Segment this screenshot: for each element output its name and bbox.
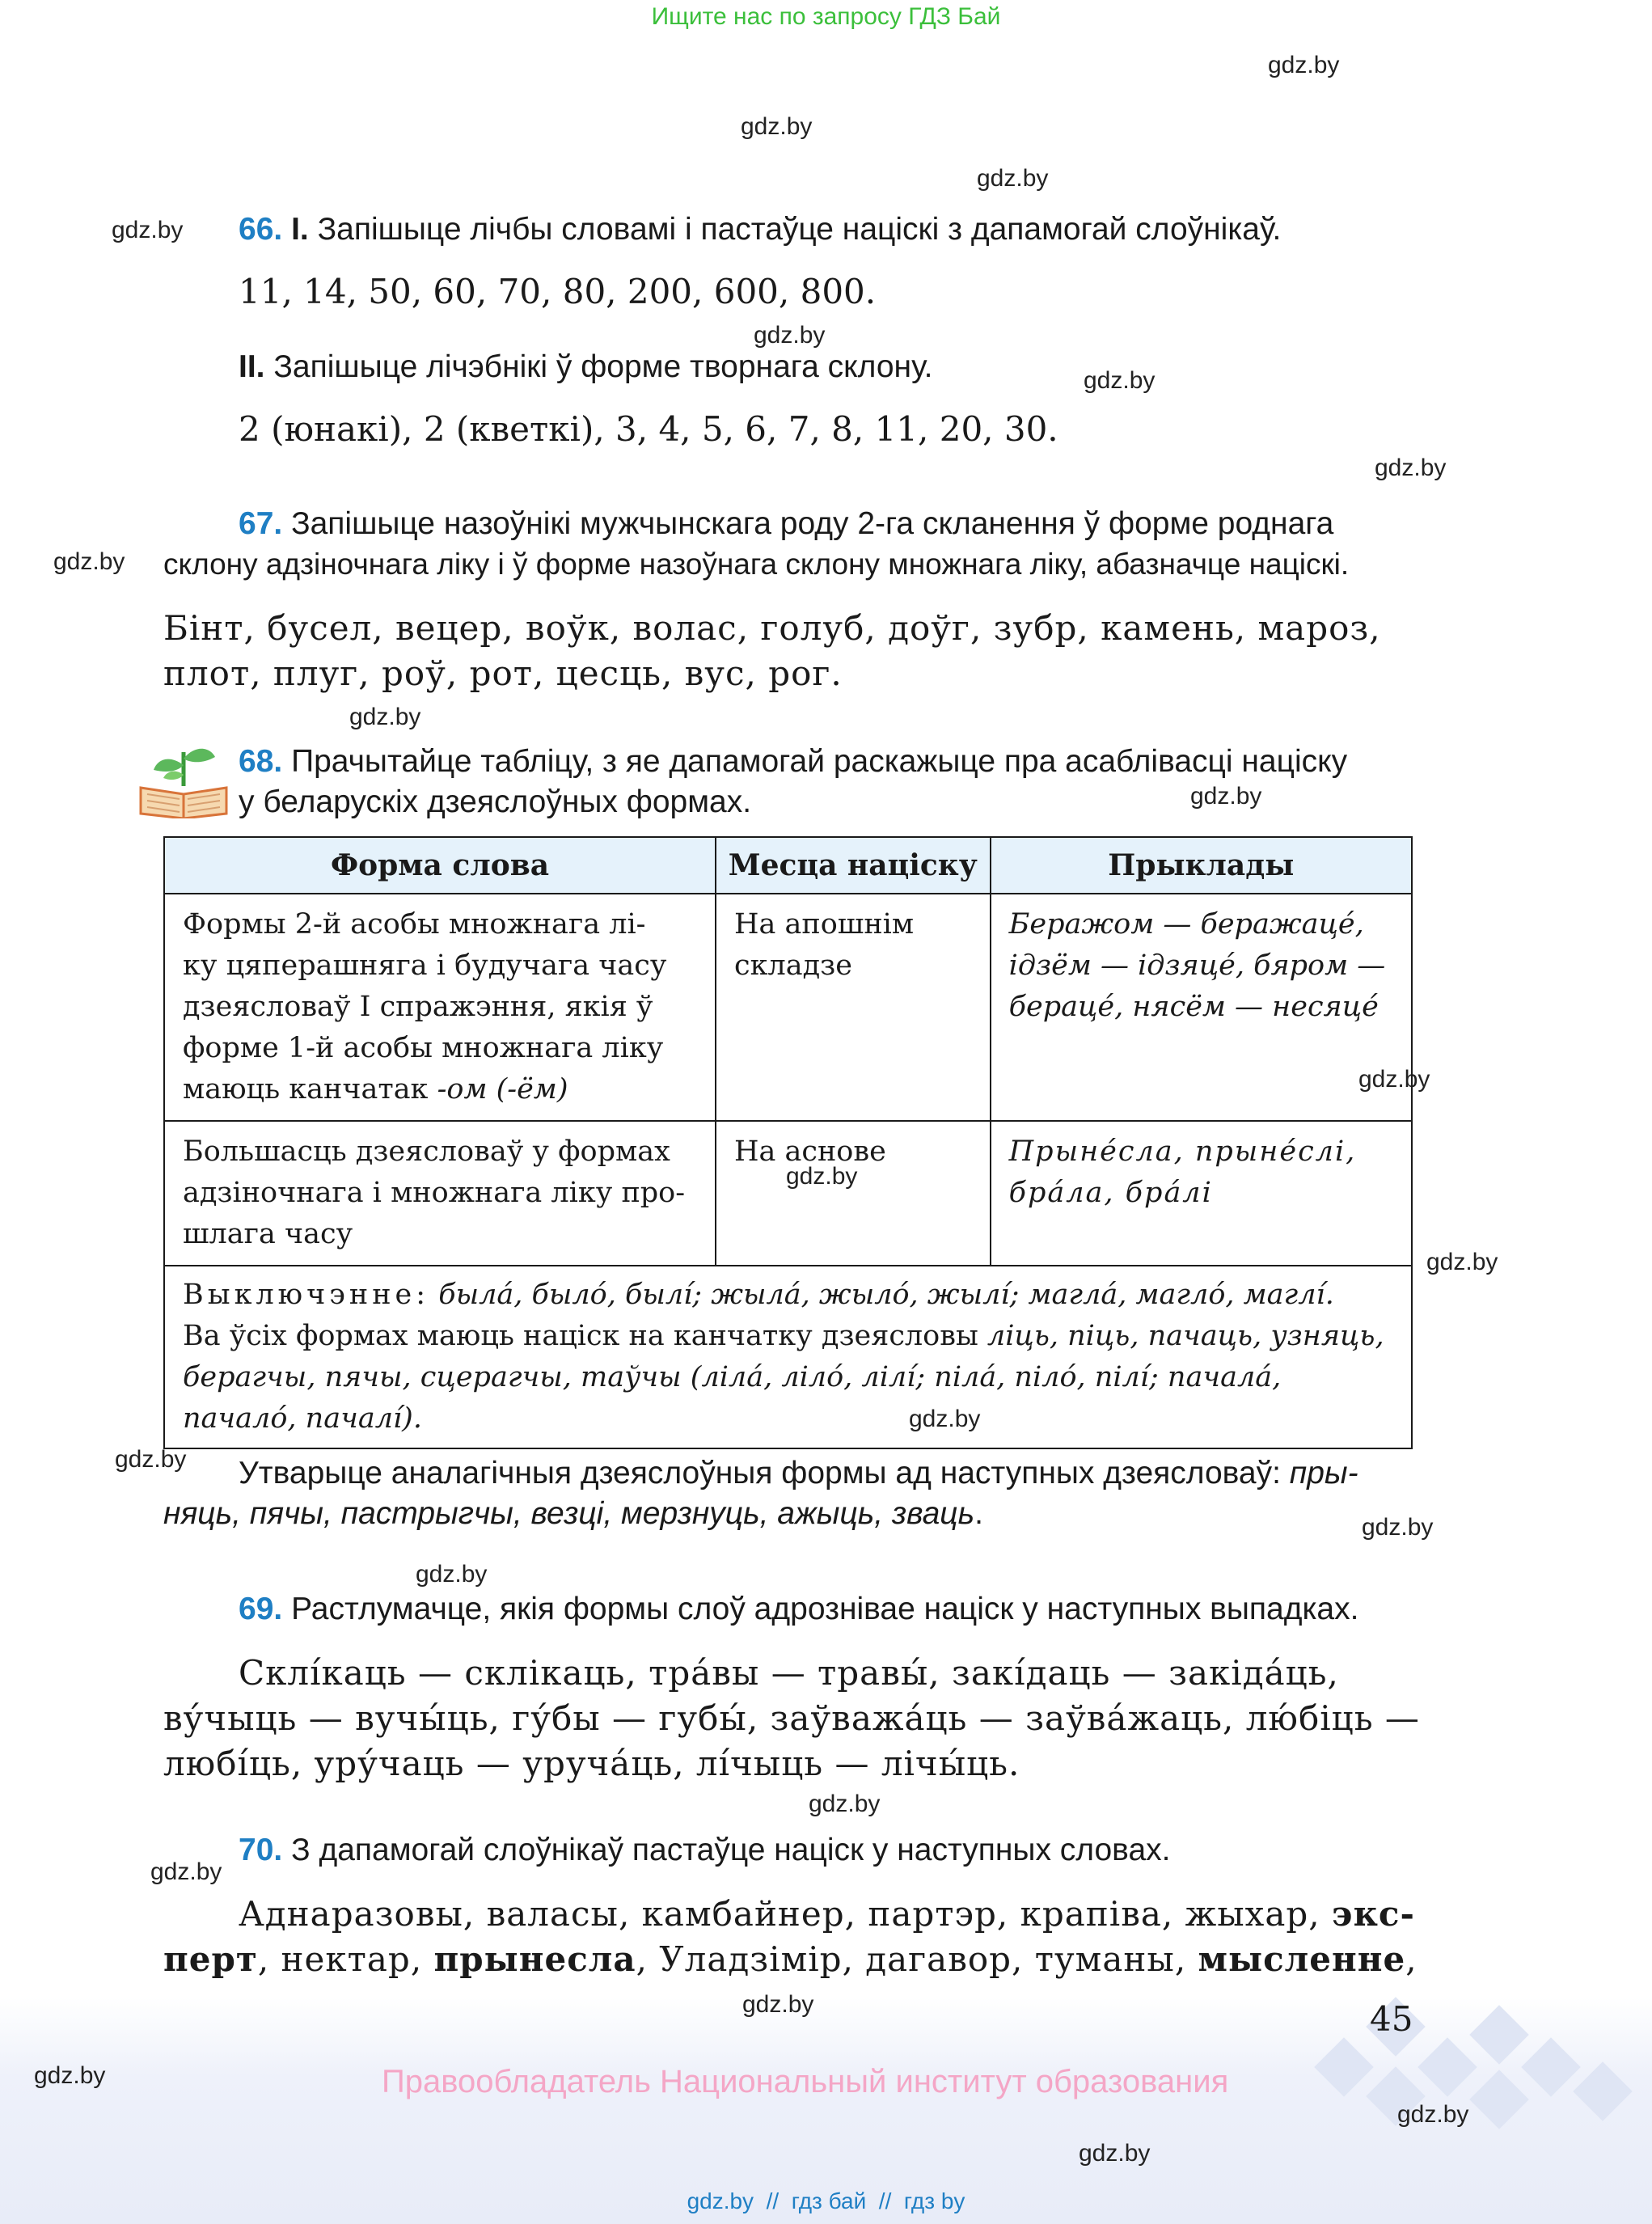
exercise-69-task <box>239 1588 1358 1630</box>
exercise-69-line1: Склі́каць — склікаць, тра́вы — травы́, закі́даць — закіда́ць, <box>239 1653 1339 1693</box>
watermark: gdz.by <box>741 113 813 140</box>
exercise-70-task <box>239 1829 1170 1871</box>
cell-line: На апошнім <box>734 908 915 941</box>
cell-line: ку цяперашняга і будучага часу <box>183 949 667 982</box>
exercise-number: 66. <box>239 212 283 247</box>
cell-line: ідзём — ідзяце́, бяром — <box>1008 949 1386 982</box>
exercise-69-line3: любі́ць, уру́чаць — уруча́ць, лі́чыць — лічы́ць. <box>163 1744 1020 1783</box>
watermark: gdz.by <box>1079 2140 1151 2167</box>
exercise-70-line2 <box>163 1936 1418 1982</box>
cell-line: пачало́, пачалі́). <box>183 1402 422 1435</box>
exercise-number: 69. <box>239 1592 283 1626</box>
exercise-68-followup <box>239 1452 1358 1495</box>
word-list: , нектар, <box>257 1939 434 1979</box>
exercise-69-line2: ву́чыць — вучы́ць, гу́бы — губы́, заўважа́ць — заўва́жаць, лю́біць — <box>163 1698 1420 1738</box>
watermark: gdz.by <box>786 1163 858 1190</box>
table-header-cell: Форма слова <box>164 837 716 894</box>
bold-word: прынесла <box>433 1939 636 1979</box>
task-text: З дапамогай слоўнікаў пастаўце націск у наступных словах. <box>291 1833 1171 1867</box>
exercise-68-task-line2: у беларускіх дзеяслоўных формах. <box>239 784 752 819</box>
punctuation: , <box>1405 1939 1418 1979</box>
cell-line: шлага часу <box>183 1218 353 1250</box>
watermark: gdz.by <box>53 548 125 575</box>
cell-line: дзеясловаў I спражэння, якія ў <box>183 991 653 1023</box>
cell-line: бра́ла, бра́лі <box>1008 1177 1213 1209</box>
task-text: Запішыце лічбы словамі і пастаўце націскі з дапамогай слоўнікаў. <box>317 212 1282 247</box>
watermark: gdz.by <box>1426 1249 1498 1275</box>
ending-text: -ом (-ём) <box>437 1073 568 1106</box>
exercise-70-line1 <box>239 1891 1415 1937</box>
watermark: gdz.by <box>112 217 184 243</box>
exception-text: Ва ўсіх формах маюць націск на канчатку дзеясловы <box>183 1320 987 1352</box>
table-cell-exceptions <box>164 1266 1412 1448</box>
exception-text: была́, было́, былі́; жыла́, жыло́, жылі́; магла́, магло́, маглі́. <box>438 1279 1334 1311</box>
book-sprout-icon <box>136 738 231 818</box>
cell-line: Прыне́сла, прыне́слі, <box>1008 1135 1357 1168</box>
watermark: gdz.by <box>977 165 1049 192</box>
cell-line: адзіночнага і множнага ліку про- <box>183 1177 686 1209</box>
cell-line: Большасць дзеясловаў у формах <box>183 1135 670 1168</box>
exercise-number: 70. <box>239 1833 283 1867</box>
exercise-number: 67. <box>239 506 283 541</box>
exercise-67-task-line2: склону адзіночнага ліку і ў форме назоўнага склону множнага ліку, абазначце націскі. <box>163 548 1350 581</box>
top-banner-link[interactable]: Ищите нас по запросу ГДЗ Бай <box>651 3 1001 30</box>
bold-word: экс- <box>1332 1894 1415 1934</box>
exception-verbs: ліць, піць, пачаць, узняць, <box>987 1320 1384 1352</box>
exercise-66-numbers: 11, 14, 50, 60, 70, 80, 200, 600, 800. <box>239 272 877 311</box>
watermark: gdz.by <box>349 704 421 730</box>
table-cell-examples <box>991 894 1412 1121</box>
table-header-cell: Прыклады <box>991 837 1412 894</box>
bold-word: мысленне <box>1198 1939 1406 1979</box>
watermark: gdz.by <box>1268 52 1340 78</box>
bold-word: перт <box>163 1939 258 1979</box>
watermark: gdz.by <box>34 2062 106 2089</box>
cell-line <box>183 1275 1393 1316</box>
watermark: gdz.by <box>416 1561 488 1588</box>
table-cell-place <box>716 894 991 1121</box>
exercise-67-task <box>239 503 1333 545</box>
exercise-67-words-line2: плот, плуг, роў, рот, цесць, вус, рог. <box>163 653 843 693</box>
copyright-notice: Правообладатель Национальный институт образования <box>382 2064 1229 2099</box>
exercise-number: 68. <box>239 744 283 779</box>
task-text: Утварыце аналагічныя дзеяслоўныя формы ад наступных дзеясловаў: <box>239 1456 1290 1490</box>
cell-text: маюць канчатак <box>183 1073 437 1106</box>
exercise-67-words-line1: Бінт, бусел, вецер, воўк, волас, голуб, доўг, зубр, камень, мароз, <box>163 608 1381 648</box>
watermark: gdz.by <box>1358 1066 1430 1093</box>
cell-line: Беражом — беражаце́, <box>1008 908 1364 941</box>
watermark: gdz.by <box>754 322 826 349</box>
cell-line: На аснове <box>734 1135 886 1168</box>
watermark: gdz.by <box>1190 783 1262 810</box>
table-row <box>164 894 1412 1121</box>
task-text: Запішыце назоўнікі мужчынскага роду 2-га скланення ў форме роднага <box>291 506 1334 541</box>
exercise-68-task <box>239 741 1347 783</box>
stress-table <box>163 836 1413 1449</box>
roman-numeral: II. <box>239 349 265 384</box>
exercise-66-part2-task <box>239 346 933 388</box>
exercise-66-task <box>239 209 1281 251</box>
table-cell-form <box>164 1121 716 1266</box>
watermark: gdz.by <box>809 1791 881 1817</box>
table-cell-place <box>716 1121 991 1266</box>
watermark: gdz.by <box>1362 1514 1434 1541</box>
table-header-row <box>164 837 1412 894</box>
table-row <box>164 1121 1412 1266</box>
task-text: Запішыце лічэбнікі ў форме творнага склону. <box>273 349 933 384</box>
exception-label: Выключэнне: <box>183 1279 430 1311</box>
cell-line: форме 1-й асобы множнага ліку <box>183 1032 664 1064</box>
verb-list: пры- <box>1289 1456 1358 1490</box>
roman-numeral: I. <box>291 212 309 247</box>
watermark: gdz.by <box>1084 367 1156 394</box>
watermark: gdz.by <box>115 1446 187 1473</box>
page-number: 45 <box>1370 1999 1413 2039</box>
task-text: Прачытайце табліцу, з яе дапамогай раскажыце пра асаблівасці націску <box>291 744 1348 779</box>
watermark: gdz.by <box>150 1858 222 1885</box>
cell-line: бераце́, нясём — несяце́ <box>1008 991 1379 1023</box>
table-cell-form <box>164 894 716 1121</box>
cell-line <box>183 1316 1393 1357</box>
verb-list: няць, пячы, пастрыгчы, везці, мерзнуць, ажыць, зваць <box>163 1496 975 1531</box>
watermark: gdz.by <box>1375 455 1447 481</box>
bottom-links[interactable]: gdz.by // гдз бай // гдз by <box>687 2188 965 2213</box>
exercise-68-verbs <box>163 1493 983 1535</box>
table-header-cell: Месца націску <box>716 837 991 894</box>
word-list: , Уладзімір, дагавор, туманы, <box>636 1939 1198 1979</box>
watermark: gdz.by <box>909 1406 981 1432</box>
watermark: gdz.by <box>742 1991 814 2018</box>
table-cell-examples <box>991 1121 1412 1266</box>
table-exception-row <box>164 1266 1412 1448</box>
cell-line: берагчы, пячы, сцерагчы, таўчы (ліла́, ліло́, лілі́; піла́, піло́, пілі́; пачала́, <box>183 1361 1282 1393</box>
exercise-66-numerals: 2 (юнакі), 2 (кветкі), 3, 4, 5, 6, 7, 8, 11, 20, 30. <box>239 409 1058 449</box>
cell-line: складзе <box>734 949 852 982</box>
cell-line: Формы 2-й асобы множнага лі- <box>183 908 646 941</box>
word-list: Аднаразовы, валасы, камбайнер, партэр, крапіва, жыхар, <box>239 1894 1332 1934</box>
watermark: gdz.by <box>1397 2101 1469 2128</box>
punctuation: . <box>974 1496 983 1531</box>
cell-line <box>183 1069 697 1110</box>
task-text: Растлумачце, якія формы слоў адрознівае націск у наступных выпадках. <box>291 1592 1359 1626</box>
